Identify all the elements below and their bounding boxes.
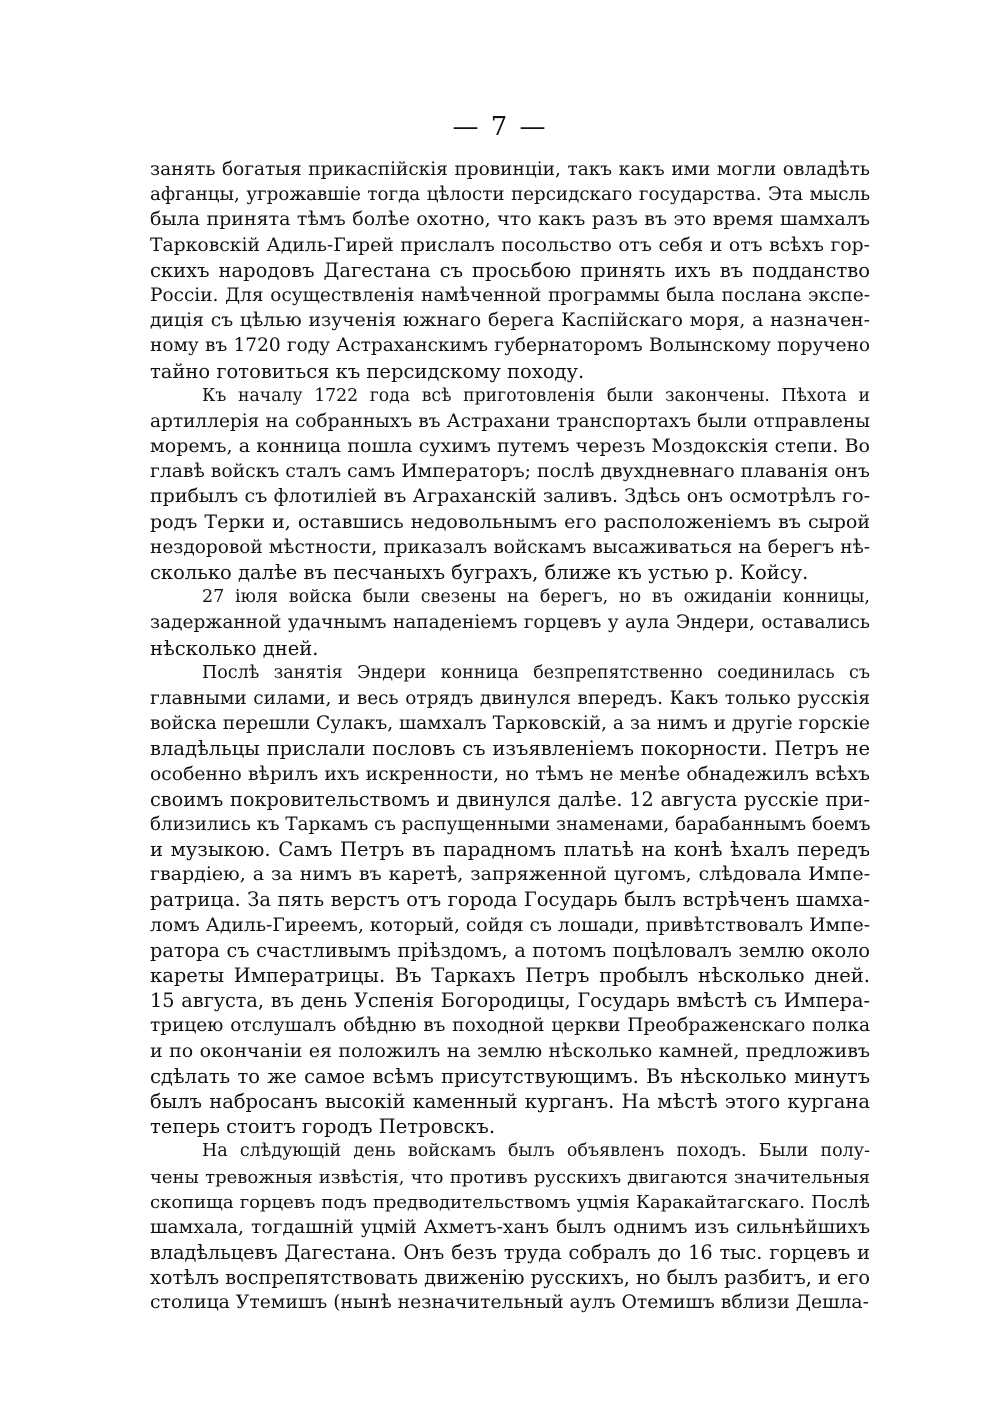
text-line: сдѣлать то же самое всѣмъ присутствующимъ. Въ нѣсколько минутъ bbox=[150, 1064, 870, 1088]
text-line: и по окончаніи ея положилъ на землю нѣсколько камней, предложивъ bbox=[150, 1039, 870, 1062]
text-line: ратрица. За пять верстъ отъ города Государь былъ встрѣченъ шамха- bbox=[150, 888, 870, 912]
text-line: чены тревожныя извѣстія, что противъ русскихъ двигаются значительныя bbox=[150, 1166, 870, 1188]
paragraph bbox=[150, 157, 870, 384]
text-line: 27 іюля войска были свезены на берегъ, но въ ожиданіи конницы, bbox=[202, 587, 870, 608]
text-line: своимъ покровительствомъ и двинулся далѣе. 12 августа русскіе при- bbox=[150, 787, 870, 811]
text-line: Къ началу 1722 года всѣ приготовленія были закончены. Пѣхота и bbox=[202, 385, 870, 406]
text-line: былъ набросанъ высокій каменный курганъ. На мѣстѣ этого кургана bbox=[150, 1089, 870, 1113]
text-line: главѣ войскъ сталъ самъ Императоръ; послѣ двухдневнаго плаванія онъ bbox=[150, 461, 870, 483]
text-line: ратора съ счастливымъ пріѣздомъ, а потомъ поцѣловалъ землю около bbox=[150, 938, 870, 962]
text-line: диція съ цѣлью изученія южнаго берега Каспійскаго моря, а назначен- bbox=[150, 310, 870, 332]
text-line: трицею отслушалъ обѣдню въ походной церкви Преображенскаго полка bbox=[150, 1015, 870, 1037]
text-line: родъ Терки и, оставшись недовольнымъ его расположеніемъ въ сырой bbox=[150, 510, 870, 533]
text-line: моремъ, а конница пошла сухимъ путемъ черезъ Моздокскія степи. Во bbox=[150, 435, 870, 458]
text-line: Россіи. Для осуществленія намѣченной программы была послана экспе- bbox=[150, 284, 870, 306]
paragraph bbox=[150, 1139, 870, 1315]
text-line: занять богатыя прикаспійскія провинціи, такъ какъ ими могли овладѣть bbox=[150, 159, 870, 180]
text-line: владѣльцевъ Дагестана. Онъ безъ труда собралъ до 16 тыс. горцевъ и bbox=[150, 1241, 870, 1265]
text-line: ломъ Адиль-Гиреемъ, который, сойдя съ лошади, привѣтствовалъ Импе- bbox=[150, 914, 871, 936]
text-line: войска перешли Сулакъ, шамхалъ Тарковскій, а за нимъ и другіе горскіе bbox=[150, 713, 870, 735]
text-line: задержанной удачнымъ нападеніемъ горцевъ у аула Эндери, оставались bbox=[150, 612, 870, 634]
paragraph bbox=[150, 384, 870, 586]
text-line: особенно вѣрилъ ихъ искренности, но тѣмъ не менѣе обнадежилъ всѣхъ bbox=[150, 763, 870, 785]
text-line: главными силами, и весь отрядъ двинулся впередъ. Какъ только русскія bbox=[150, 687, 870, 709]
text-line: Послѣ занятія Эндери конница безпрепятственно соединилась съ bbox=[202, 662, 870, 683]
text-line: 15 августа, въ день Успенія Богородицы, Государь вмѣстѣ съ Импера- bbox=[150, 989, 870, 1013]
text-line: владѣльцы прислали пословъ съ изъявленіемъ покорности. Петръ не bbox=[150, 737, 870, 761]
text-line: нездоровой мѣстности, приказалъ войскамъ высаживаться на берегъ нѣ- bbox=[150, 536, 870, 558]
text-line: шамхала, тогдашній уцмій Ахметъ-ханъ былъ однимъ изъ сильнѣйшихъ bbox=[150, 1216, 870, 1238]
text-line: гвардіею, а за нимъ въ каретѣ, запряженной цугомъ, слѣдовала Импе- bbox=[150, 863, 870, 886]
text-line: Тарковскій Адиль-Гирей прислалъ посольство отъ себя и отъ всѣхъ гор- bbox=[150, 234, 870, 256]
text-line: На слѣдующій день войскамъ былъ объявленъ походъ. Были полу- bbox=[202, 1141, 870, 1162]
text-line: теперь стоитъ городъ Петровскъ. bbox=[150, 1115, 496, 1139]
text-line: прибылъ съ флотиліей въ Аграханскій заливъ. Здѣсь онъ осмотрѣлъ го- bbox=[150, 485, 870, 508]
text-line: тайно готовиться къ персидскому походу. bbox=[150, 359, 585, 383]
text-line: и музыкою. Самъ Петръ въ парадномъ платьѣ на конѣ ѣхалъ передъ bbox=[150, 838, 870, 862]
text-line: скихъ народовъ Дагестана съ просьбою принять ихъ въ подданство bbox=[150, 258, 870, 282]
text-line: артиллерія на собранныхъ въ Астрахани транспортахъ были отправлены bbox=[150, 410, 870, 432]
text-line: была принята тѣмъ болѣе охотно, что какъ разъ въ это время шамхалъ bbox=[150, 208, 870, 231]
text-line: афганцы, угрожавшіе тогда цѣлости персидскаго государства. Эта мысль bbox=[150, 184, 870, 206]
text-line: хотѣлъ воспрепятствовать движенію русскихъ, но былъ разбитъ, и его bbox=[150, 1266, 870, 1290]
text-line: ному въ 1720 году Астраханскимъ губернаторомъ Волынскому поручено bbox=[150, 335, 870, 357]
body-text bbox=[150, 157, 870, 1316]
text-line: близились къ Таркамъ съ распущенными знаменами, барабаннымъ боемъ bbox=[150, 813, 871, 835]
text-line: скопища горцевъ подъ предводительствомъ уцмія Каракайтагскаго. Послѣ bbox=[150, 1191, 870, 1213]
text-line: сколько далѣе въ песчаныхъ буграхъ, ближе къ устью р. Койсу. bbox=[150, 561, 809, 584]
page-number: — 7 — bbox=[452, 112, 548, 142]
text-line: столица Утемишъ (нынѣ незначительный аулъ Отемишъ вблизи Дешла- bbox=[150, 1292, 869, 1314]
text-line: кареты Императрицы. Въ Таркахъ Петръ пробылъ нѣсколько дней. bbox=[150, 964, 870, 987]
paragraph bbox=[150, 661, 870, 1140]
paragraph bbox=[150, 585, 870, 661]
text-line: нѣсколько дней. bbox=[150, 636, 319, 660]
